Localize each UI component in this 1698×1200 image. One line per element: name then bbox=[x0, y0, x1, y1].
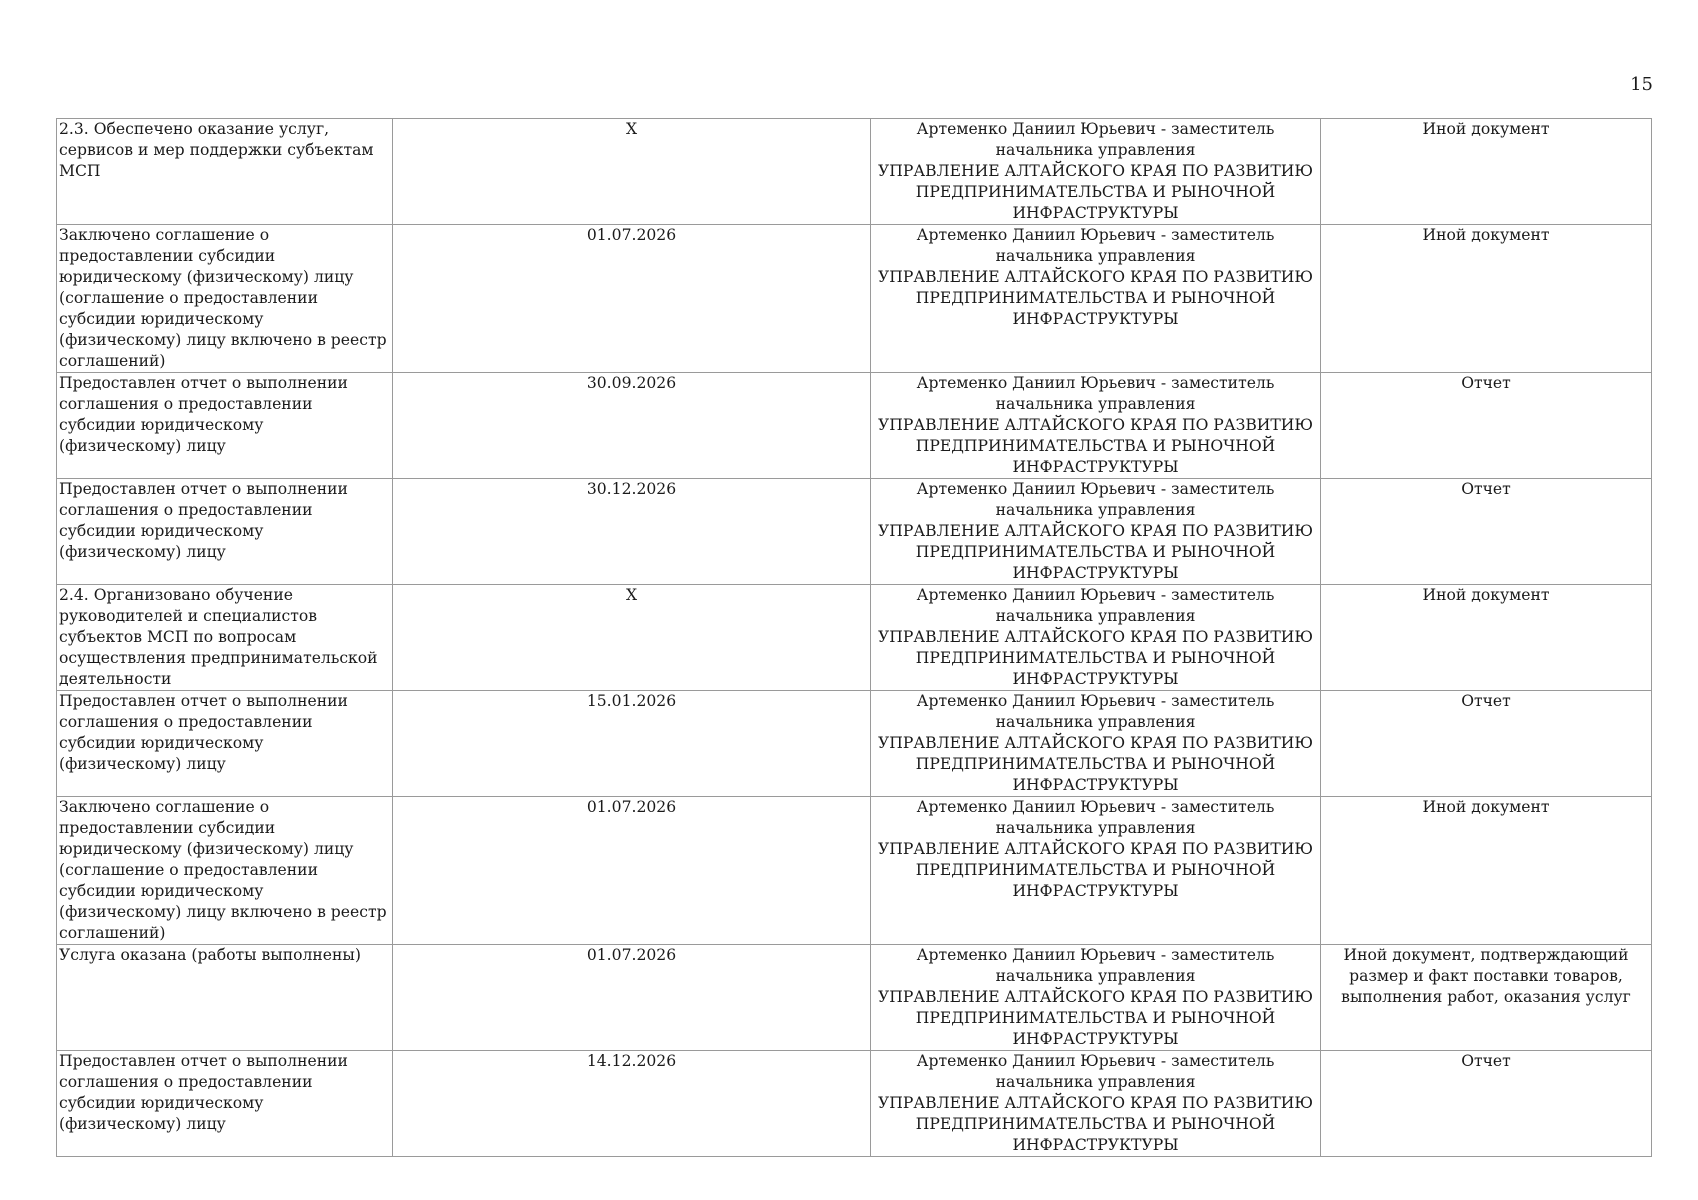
page-number: 15 bbox=[1630, 74, 1653, 95]
event-text-cell: Заключено соглашение о предоставлении субсидии юридическому (физическому) лицу (соглашение о предоставлении субсидии юридическому (физическому) лицу включено в реестр соглашений) bbox=[57, 225, 393, 373]
event-text-cell: Предоставлен отчет о выполнении соглашения о предоставлении субсидии юридическому (физическому) лицу bbox=[57, 691, 393, 797]
table-row bbox=[57, 585, 1652, 691]
responsible-cell bbox=[871, 1051, 1321, 1157]
responsible-cell bbox=[871, 479, 1321, 585]
responsible-person: Артеменко Даниил Юрьевич - заместитель начальника управления bbox=[916, 946, 1275, 985]
table-row bbox=[57, 119, 1652, 225]
event-text-cell: Заключено соглашение о предоставлении субсидии юридическому (физическому) лицу (соглашение о предоставлении субсидии юридическому (физическому) лицу включено в реестр соглашений) bbox=[57, 797, 393, 945]
responsible-person: Артеменко Даниил Юрьевич - заместитель начальника управления bbox=[916, 798, 1275, 837]
responsible-org: УПРАВЛЕНИЕ АЛТАЙСКОГО КРАЯ ПО РАЗВИТИЮ ПРЕДПРИНИМАТЕЛЬСТВА И РЫНОЧНОЙ ИНФРАСТРУКТУРЫ bbox=[878, 416, 1313, 476]
responsible-person: Артеменко Даниил Юрьевич - заместитель начальника управления bbox=[916, 480, 1275, 519]
table-row bbox=[57, 225, 1652, 373]
table-row bbox=[57, 373, 1652, 479]
responsible-cell bbox=[871, 691, 1321, 797]
responsible-org: УПРАВЛЕНИЕ АЛТАЙСКОГО КРАЯ ПО РАЗВИТИЮ ПРЕДПРИНИМАТЕЛЬСТВА И РЫНОЧНОЙ ИНФРАСТРУКТУРЫ bbox=[878, 988, 1313, 1048]
document-type-cell: Иной документ, подтверждающий размер и факт поставки товаров, выполнения работ, оказания услуг bbox=[1321, 945, 1652, 1051]
date-cell: 01.07.2026 bbox=[393, 225, 871, 373]
responsible-org: УПРАВЛЕНИЕ АЛТАЙСКОГО КРАЯ ПО РАЗВИТИЮ ПРЕДПРИНИМАТЕЛЬСТВА И РЫНОЧНОЙ ИНФРАСТРУКТУРЫ bbox=[878, 840, 1313, 900]
event-text-cell: Услуга оказана (работы выполнены) bbox=[57, 945, 393, 1051]
date-cell: X bbox=[393, 585, 871, 691]
responsible-cell bbox=[871, 585, 1321, 691]
responsible-org: УПРАВЛЕНИЕ АЛТАЙСКОГО КРАЯ ПО РАЗВИТИЮ ПРЕДПРИНИМАТЕЛЬСТВА И РЫНОЧНОЙ ИНФРАСТРУКТУРЫ bbox=[878, 734, 1313, 794]
date-cell: 30.09.2026 bbox=[393, 373, 871, 479]
responsible-org: УПРАВЛЕНИЕ АЛТАЙСКОГО КРАЯ ПО РАЗВИТИЮ ПРЕДПРИНИМАТЕЛЬСТВА И РЫНОЧНОЙ ИНФРАСТРУКТУРЫ bbox=[878, 628, 1313, 688]
document-type-cell: Отчет bbox=[1321, 691, 1652, 797]
responsible-cell bbox=[871, 373, 1321, 479]
date-cell: X bbox=[393, 119, 871, 225]
table-row bbox=[57, 945, 1652, 1051]
date-cell: 15.01.2026 bbox=[393, 691, 871, 797]
date-cell: 01.07.2026 bbox=[393, 797, 871, 945]
document-type-cell: Отчет bbox=[1321, 373, 1652, 479]
responsible-cell bbox=[871, 797, 1321, 945]
responsible-person: Артеменко Даниил Юрьевич - заместитель начальника управления bbox=[916, 586, 1275, 625]
document-type-cell: Иной документ bbox=[1321, 585, 1652, 691]
date-cell: 14.12.2026 bbox=[393, 1051, 871, 1157]
responsible-person: Артеменко Даниил Юрьевич - заместитель начальника управления bbox=[916, 120, 1275, 159]
responsible-org: УПРАВЛЕНИЕ АЛТАЙСКОГО КРАЯ ПО РАЗВИТИЮ ПРЕДПРИНИМАТЕЛЬСТВА И РЫНОЧНОЙ ИНФРАСТРУКТУРЫ bbox=[878, 1094, 1313, 1154]
event-text-cell: 2.4. Организовано обучение руководителей и специалистов субъектов МСП по вопросам осуществления предпринимательской деятельности bbox=[57, 585, 393, 691]
responsible-org: УПРАВЛЕНИЕ АЛТАЙСКОГО КРАЯ ПО РАЗВИТИЮ ПРЕДПРИНИМАТЕЛЬСТВА И РЫНОЧНОЙ ИНФРАСТРУКТУРЫ bbox=[878, 522, 1313, 582]
responsible-person: Артеменко Даниил Юрьевич - заместитель начальника управления bbox=[916, 226, 1275, 265]
table-row bbox=[57, 1051, 1652, 1157]
responsible-cell bbox=[871, 119, 1321, 225]
event-text-cell: 2.3. Обеспечено оказание услуг, сервисов и мер поддержки субъектам МСП bbox=[57, 119, 393, 225]
document-type-cell: Иной документ bbox=[1321, 225, 1652, 373]
document-type-cell: Отчет bbox=[1321, 479, 1652, 585]
responsible-cell bbox=[871, 945, 1321, 1051]
event-text-cell: Предоставлен отчет о выполнении соглашения о предоставлении субсидии юридическому (физическому) лицу bbox=[57, 373, 393, 479]
table-row bbox=[57, 479, 1652, 585]
responsible-org: УПРАВЛЕНИЕ АЛТАЙСКОГО КРАЯ ПО РАЗВИТИЮ ПРЕДПРИНИМАТЕЛЬСТВА И РЫНОЧНОЙ ИНФРАСТРУКТУРЫ bbox=[878, 162, 1313, 222]
document-type-cell: Иной документ bbox=[1321, 119, 1652, 225]
responsible-org: УПРАВЛЕНИЕ АЛТАЙСКОГО КРАЯ ПО РАЗВИТИЮ ПРЕДПРИНИМАТЕЛЬСТВА И РЫНОЧНОЙ ИНФРАСТРУКТУРЫ bbox=[878, 268, 1313, 328]
responsible-person: Артеменко Даниил Юрьевич - заместитель начальника управления bbox=[916, 374, 1275, 413]
responsible-person: Артеменко Даниил Юрьевич - заместитель начальника управления bbox=[916, 692, 1275, 731]
responsible-person: Артеменко Даниил Юрьевич - заместитель начальника управления bbox=[916, 1052, 1275, 1091]
event-text-cell: Предоставлен отчет о выполнении соглашения о предоставлении субсидии юридическому (физическому) лицу bbox=[57, 479, 393, 585]
document-type-cell: Иной документ bbox=[1321, 797, 1652, 945]
date-cell: 30.12.2026 bbox=[393, 479, 871, 585]
table-row bbox=[57, 691, 1652, 797]
responsible-cell bbox=[871, 225, 1321, 373]
control-points-table bbox=[56, 118, 1652, 1157]
document-type-cell: Отчет bbox=[1321, 1051, 1652, 1157]
date-cell: 01.07.2026 bbox=[393, 945, 871, 1051]
table-row bbox=[57, 797, 1652, 945]
event-text-cell: Предоставлен отчет о выполнении соглашения о предоставлении субсидии юридическому (физическому) лицу bbox=[57, 1051, 393, 1157]
